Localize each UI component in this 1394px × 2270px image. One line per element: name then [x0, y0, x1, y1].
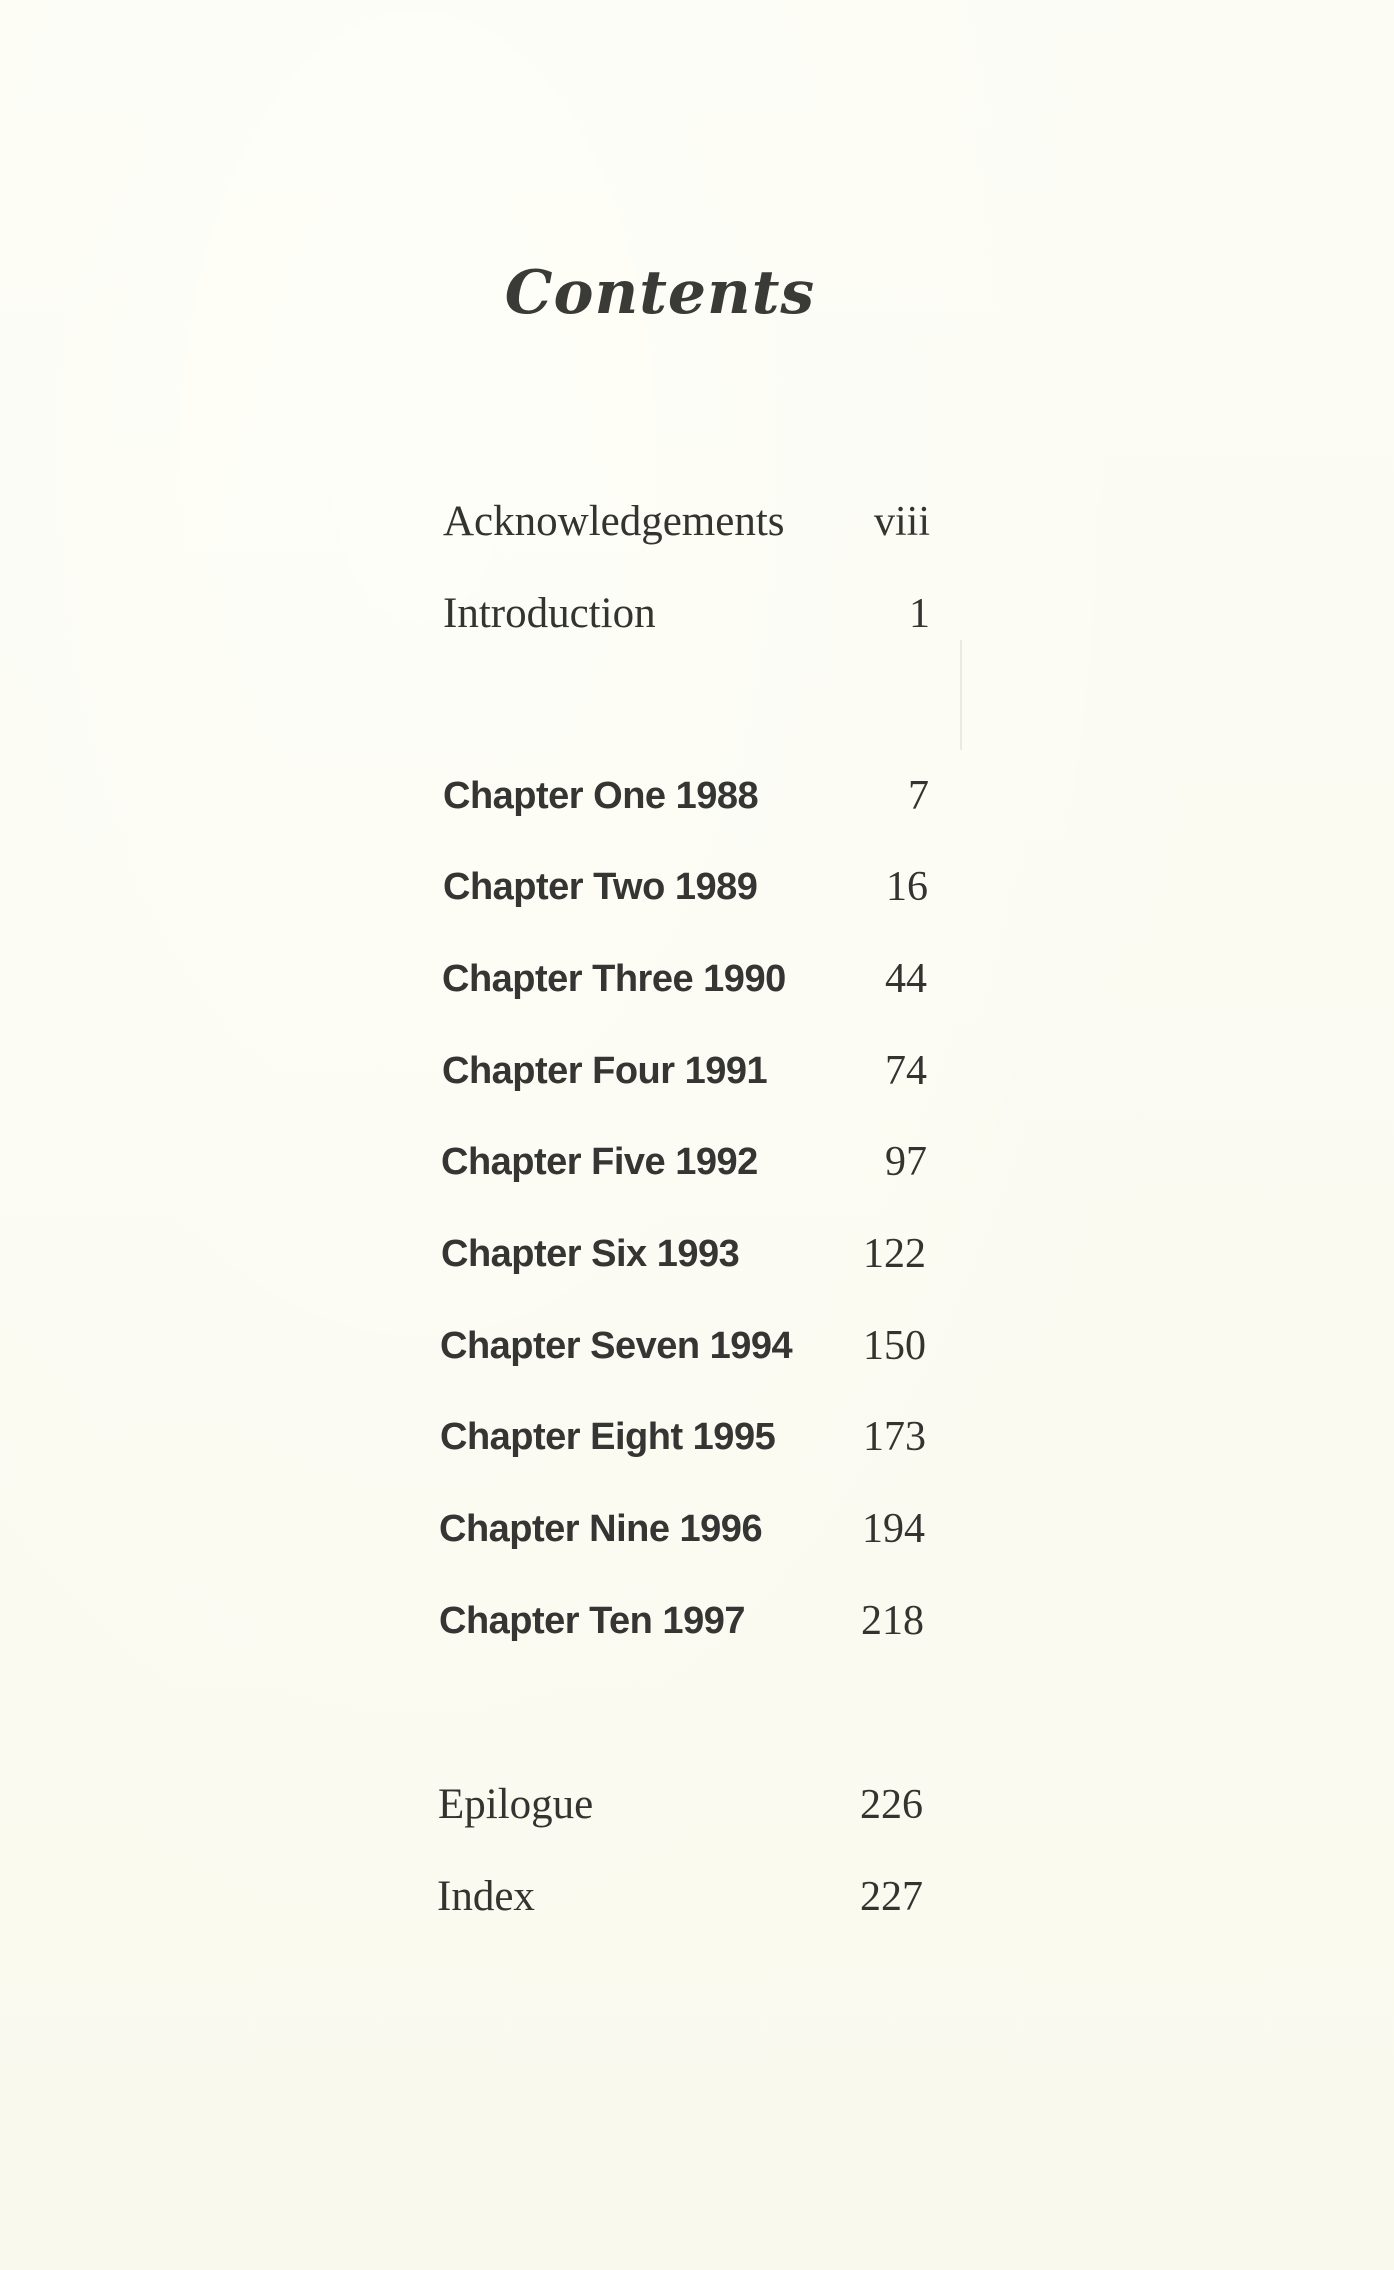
toc-entry-label: Chapter Three 1990: [442, 958, 786, 1000]
toc-entry-label: Chapter Seven 1994: [440, 1325, 793, 1367]
toc-entry-label: Chapter Nine 1996: [439, 1508, 763, 1550]
toc-entry-page: 150: [863, 1323, 926, 1369]
toc-entry-page: 44: [885, 956, 927, 1002]
toc-entry-introduction: [443, 584, 930, 644]
toc-entry-label: Index: [437, 1873, 535, 1920]
toc-entry-label: Chapter Four 1991: [442, 1050, 768, 1092]
toc-entry-epilogue: [438, 1775, 923, 1835]
toc-entry-label: Introduction: [443, 590, 656, 637]
toc-entry-index: [437, 1867, 923, 1927]
toc-entry-label: Acknowledgements: [443, 498, 785, 545]
toc-entry-page: 194: [862, 1506, 925, 1552]
toc-entry-page: 226: [860, 1782, 923, 1828]
toc-entry-page: 1: [909, 591, 930, 637]
toc-entry-chapter-nine: [439, 1499, 925, 1559]
toc-entry-label: Chapter Five 1992: [441, 1141, 758, 1183]
toc-entry-chapter-six: [441, 1224, 926, 1284]
toc-entry-label: Epilogue: [438, 1781, 594, 1828]
toc-entry-chapter-one: [443, 766, 929, 826]
toc-entry-page: 16: [886, 864, 928, 910]
toc-entry-chapter-seven: [440, 1316, 926, 1376]
toc-entry-label: Chapter One 1988: [443, 775, 759, 817]
toc-entry-chapter-five: [441, 1132, 927, 1192]
toc-entry-page: 173: [863, 1414, 926, 1460]
toc-entry-label: Chapter Ten 1997: [439, 1600, 745, 1642]
page-title: Contents: [504, 258, 816, 328]
toc-entry-label: Chapter Six 1993: [441, 1233, 740, 1275]
toc-entry-page: 74: [885, 1048, 927, 1094]
toc-entry-page: 97: [885, 1139, 927, 1185]
toc-entry-chapter-three: [442, 949, 927, 1009]
toc-entry-label: Chapter Eight 1995: [440, 1416, 776, 1458]
toc-entry-label: Chapter Two 1989: [443, 866, 758, 908]
toc-entry-chapter-four: [442, 1041, 927, 1101]
toc-entry-page: 122: [863, 1231, 926, 1277]
toc-entry-page: viii: [873, 499, 930, 545]
toc-entry-chapter-ten: [439, 1591, 924, 1651]
toc-entry-page: 227: [860, 1874, 923, 1920]
toc-entry-acknowledgements: [443, 492, 930, 552]
toc-entry-page: 7: [908, 773, 929, 819]
toc-entry-chapter-two: [443, 857, 928, 917]
toc-entry-page: 218: [861, 1598, 924, 1644]
toc-entry-chapter-eight: [440, 1407, 926, 1467]
